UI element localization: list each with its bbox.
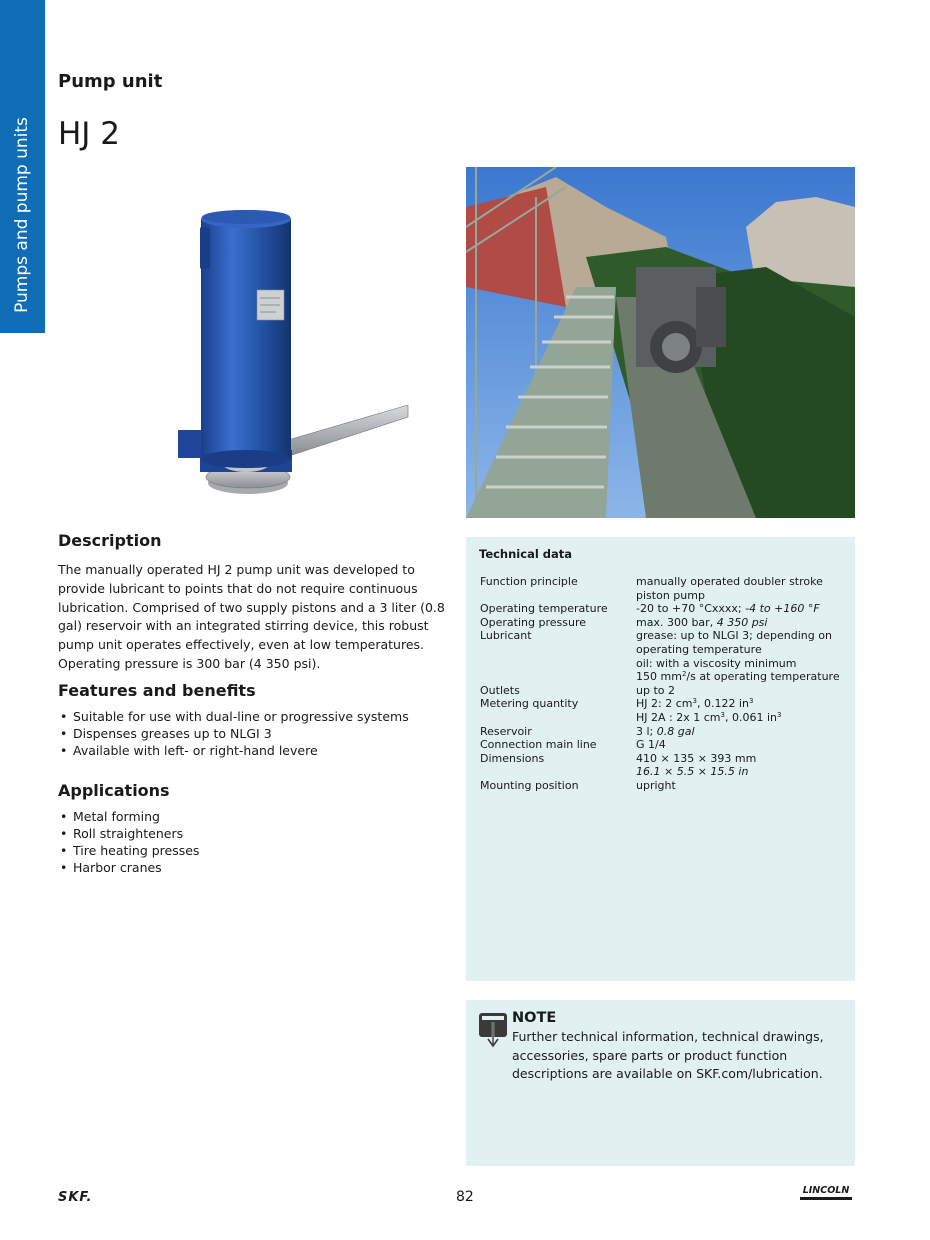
category-title: Pump unit xyxy=(58,71,163,92)
lincoln-logo: LINCOLN xyxy=(800,1185,852,1200)
technical-data-table xyxy=(480,575,850,793)
features-list xyxy=(58,708,409,759)
technical-data-title: Technical data xyxy=(479,547,573,561)
list-item: • Metal forming xyxy=(58,808,199,825)
application-site-image xyxy=(466,167,855,518)
table-row: Outlets up to 2 xyxy=(480,683,675,697)
features-heading: Features and benefits xyxy=(58,681,256,700)
skf-logo: SKF. xyxy=(58,1190,93,1205)
table-row: Dimensions 410 × 135 × 393 mm 16.1 × 5.5 × 15.5 in xyxy=(480,751,757,779)
list-item: • Suitable for use with dual-line or progressive systems xyxy=(58,708,409,725)
side-section-tab xyxy=(0,0,45,333)
description-heading: Description xyxy=(58,531,162,550)
list-item: • Roll straighteners xyxy=(58,825,199,842)
note-book-icon xyxy=(478,1012,508,1048)
list-item: • Dispenses greases up to NLGI 3 xyxy=(58,725,409,742)
table-row: Mounting position upright xyxy=(480,778,676,792)
side-tab-label: Pumps and pump units xyxy=(12,117,32,313)
table-row: Lubricant grease: up to NLGI 3; depending on operating temperature oil: with a viscosity minimum 150 $mm^2/s$ at operating temperature xyxy=(480,629,840,684)
applications-heading: Applications xyxy=(58,781,170,800)
list-item: • Harbor cranes xyxy=(58,859,199,876)
page-number: 82 xyxy=(456,1189,474,1205)
technical-data-panel xyxy=(466,537,855,981)
table-row: Operating temperature -20 to +70 °Cxxxx; -4 to +160 °F xyxy=(480,602,820,616)
table-row: Metering quantity HJ 2: 2 $cm^3$, 0.122 $in^3$ HJ 2A : 2x 1 $cm^3$, 0.061 $in^3$ xyxy=(480,697,782,724)
note-title: NOTE xyxy=(512,1010,557,1026)
note-panel xyxy=(466,1000,855,1166)
table-row: Connection main line G 1/4 xyxy=(480,738,666,752)
table-row: Operating pressure max. 300 bar, 4 350 psi xyxy=(480,615,768,629)
description-text: The manually operated HJ 2 pump unit was developed to provide lubricant to points that do not require continuous lubrication. Comprised of two supply pistons and a 3 liter (0.8 gal) reservoir with an integrated stirring device, this robust pump unit operates effectively, even at low temperatures. Operating pressure is 300 bar (4 350 psi). xyxy=(58,562,445,671)
table-row: Function principle manually operated doubler stroke piston pump xyxy=(480,575,823,602)
list-item: • Available with left- or right-hand levere xyxy=(58,742,409,759)
note-text: Further technical information, technical drawings, accessories, spare parts or product function descriptions are available on SKF.com/lubrication. xyxy=(512,1029,824,1082)
applications-list xyxy=(58,808,199,876)
table-row: Reservoir 3 l; 0.8 gal xyxy=(480,724,695,738)
pump-unit-image xyxy=(170,205,415,505)
product-title: HJ 2 xyxy=(58,116,121,152)
list-item: • Tire heating presses xyxy=(58,842,199,859)
